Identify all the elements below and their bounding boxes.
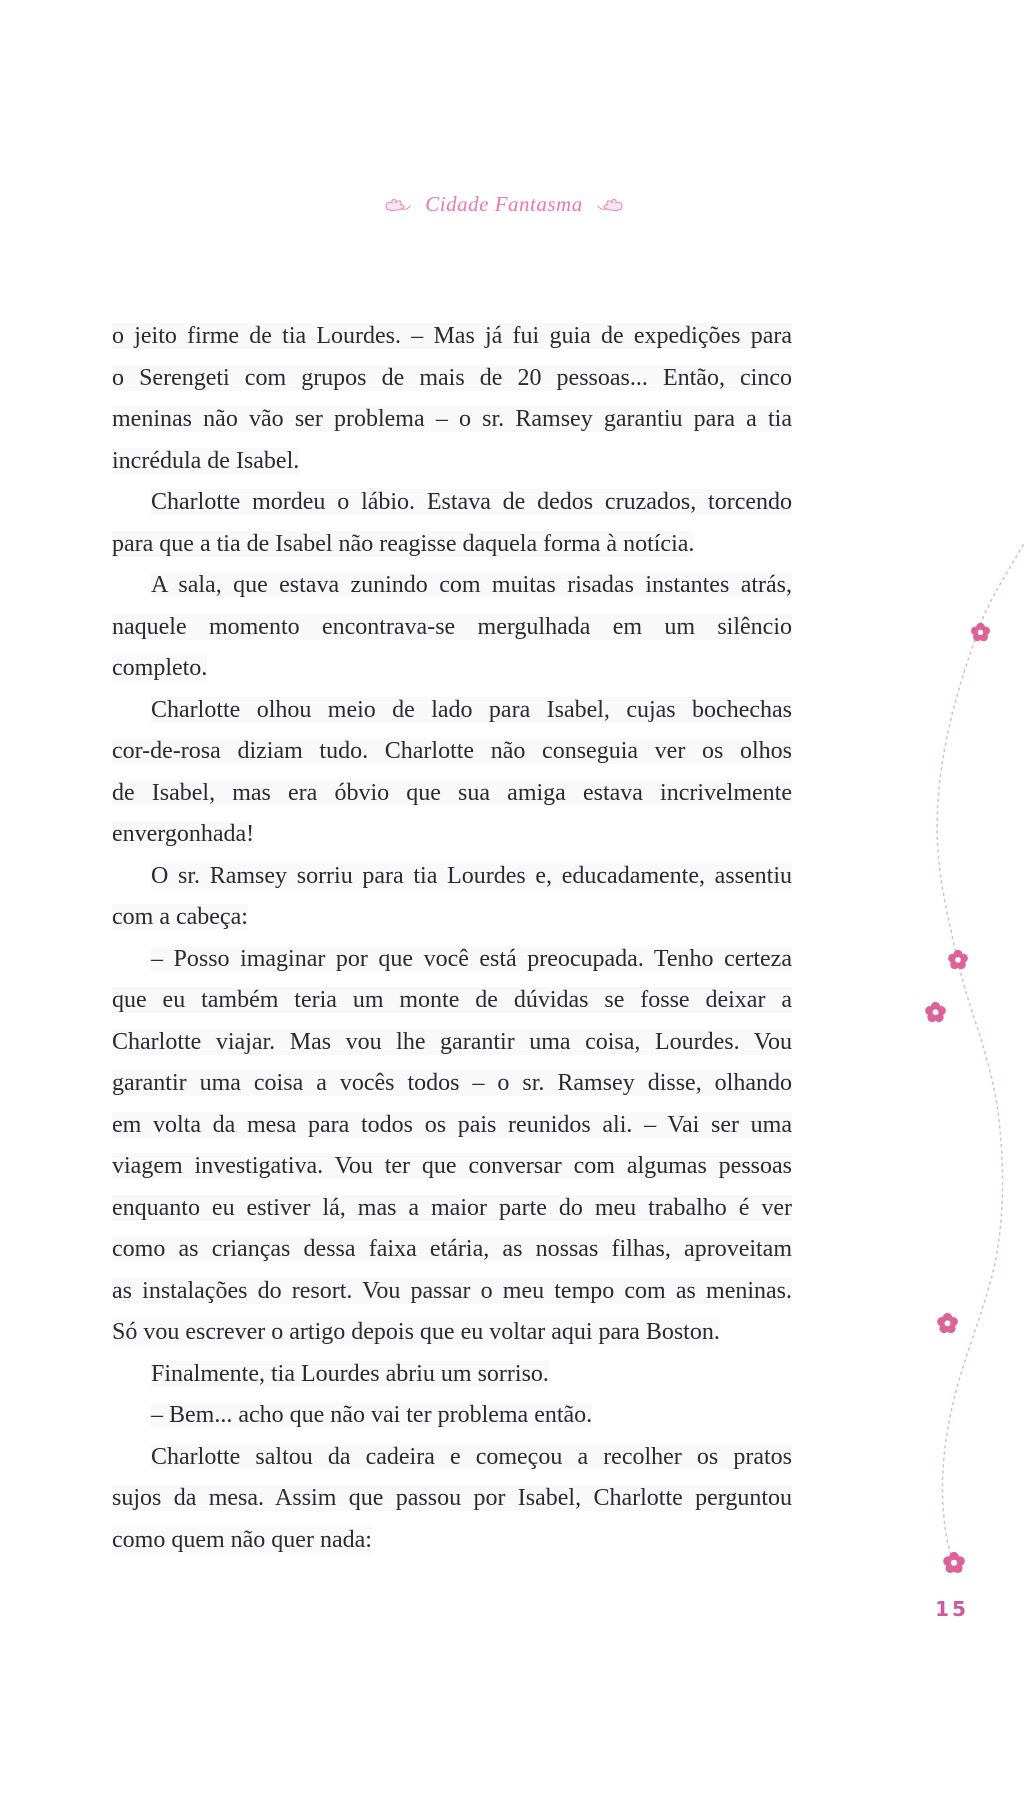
text-line: viagem investigativa. Vou ter que conversar com algumas pessoas (112, 1153, 792, 1179)
text-line: enquanto eu estiver lá, mas a maior parte do meu trabalho é ver (112, 1194, 792, 1221)
text-line: Só vou escrever o artigo depois que eu voltar aqui para Boston. (112, 1319, 720, 1345)
body-text (112, 316, 792, 1561)
paragraph (112, 939, 792, 1354)
text-line: Charlotte viajar. Mas vou lhe garantir uma coisa, Lourdes. Vou (112, 1028, 792, 1055)
text-line: – Posso imaginar por que você está preocupada. Tenho certeza (151, 945, 792, 972)
running-header (0, 192, 1008, 217)
flower-icon (924, 1001, 947, 1024)
text-line: Finalmente, tia Lourdes abriu um sorriso. (151, 1360, 549, 1387)
text-line: A sala, que estava zunindo com muitas risadas instantes atrás, (151, 572, 792, 598)
paragraph (112, 856, 792, 939)
text-line: o jeito firme de tia Lourdes. – Mas já fui guia de expedições para (112, 323, 792, 349)
page-title: Cidade Fantasma (425, 192, 583, 216)
text-line: cor-de-rosa diziam tudo. Charlotte não conseguia ver os olhos (112, 738, 792, 764)
paragraph (112, 1395, 792, 1437)
butterfly-flourish-icon (384, 196, 411, 214)
text-line: Charlotte saltou da cadeira e começou a recolher os pratos (151, 1443, 792, 1470)
paragraph (112, 565, 792, 690)
text-line: naquele momento encontrava-se mergulhada em um silêncio (112, 613, 792, 640)
text-line: envergonhada! (112, 821, 255, 847)
text-line: garantir uma coisa a vocês todos – o sr. Ramsey disse, olhando (112, 1070, 792, 1096)
butterfly-flourish-icon (597, 196, 624, 214)
paragraph (112, 1354, 792, 1396)
text-line: incrédula de Isabel. (112, 447, 300, 474)
text-line: como quem não quer nada: (112, 1526, 372, 1553)
text-line: meninas não vão ser problema – o sr. Ramsey garantiu para a tia (112, 406, 792, 432)
flower-icon (970, 622, 991, 643)
text-line: sujos da mesa. Assim que passou por Isabel, Charlotte perguntou (112, 1485, 792, 1511)
flower-icon (942, 1551, 966, 1575)
paragraph (112, 316, 792, 482)
text-line: – Bem... acho que não vai ter problema então. (151, 1402, 593, 1428)
text-line: com a cabeça: (112, 904, 248, 930)
paragraph (112, 482, 792, 565)
text-line: para que a tia de Isabel não reagisse daquela forma à notícia. (112, 530, 695, 557)
text-line: O sr. Ramsey sorriu para tia Lourdes e, educadamente, assentiu (151, 862, 792, 889)
paragraph (112, 1437, 792, 1562)
paragraph (112, 690, 792, 856)
text-line: completo. (112, 655, 208, 681)
text-line: em volta da mesa para todos os pais reunidos ali. – Vai ser uma (112, 1111, 792, 1138)
text-line: Charlotte olhou meio de lado para Isabel, cujas bochechas (151, 696, 792, 723)
text-line: o Serengeti com grupos de mais de 20 pessoas... Então, cinco (112, 364, 792, 391)
text-line: de Isabel, mas era óbvio que sua amiga estava incrivelmente (112, 779, 792, 806)
text-line: as instalações do resort. Vou passar o meu tempo com as meninas. (112, 1277, 792, 1304)
flower-icon (947, 949, 969, 971)
text-line: Charlotte mordeu o lábio. Estava de dedos cruzados, torcendo (151, 489, 792, 515)
flower-icon (936, 1312, 959, 1335)
text-line: como as crianças dessa faixa etária, as nossas filhas, aproveitam (112, 1236, 792, 1262)
text-line: que eu também teria um monte de dúvidas se fosse deixar a (112, 987, 792, 1013)
page-number: 15 (935, 1597, 969, 1621)
